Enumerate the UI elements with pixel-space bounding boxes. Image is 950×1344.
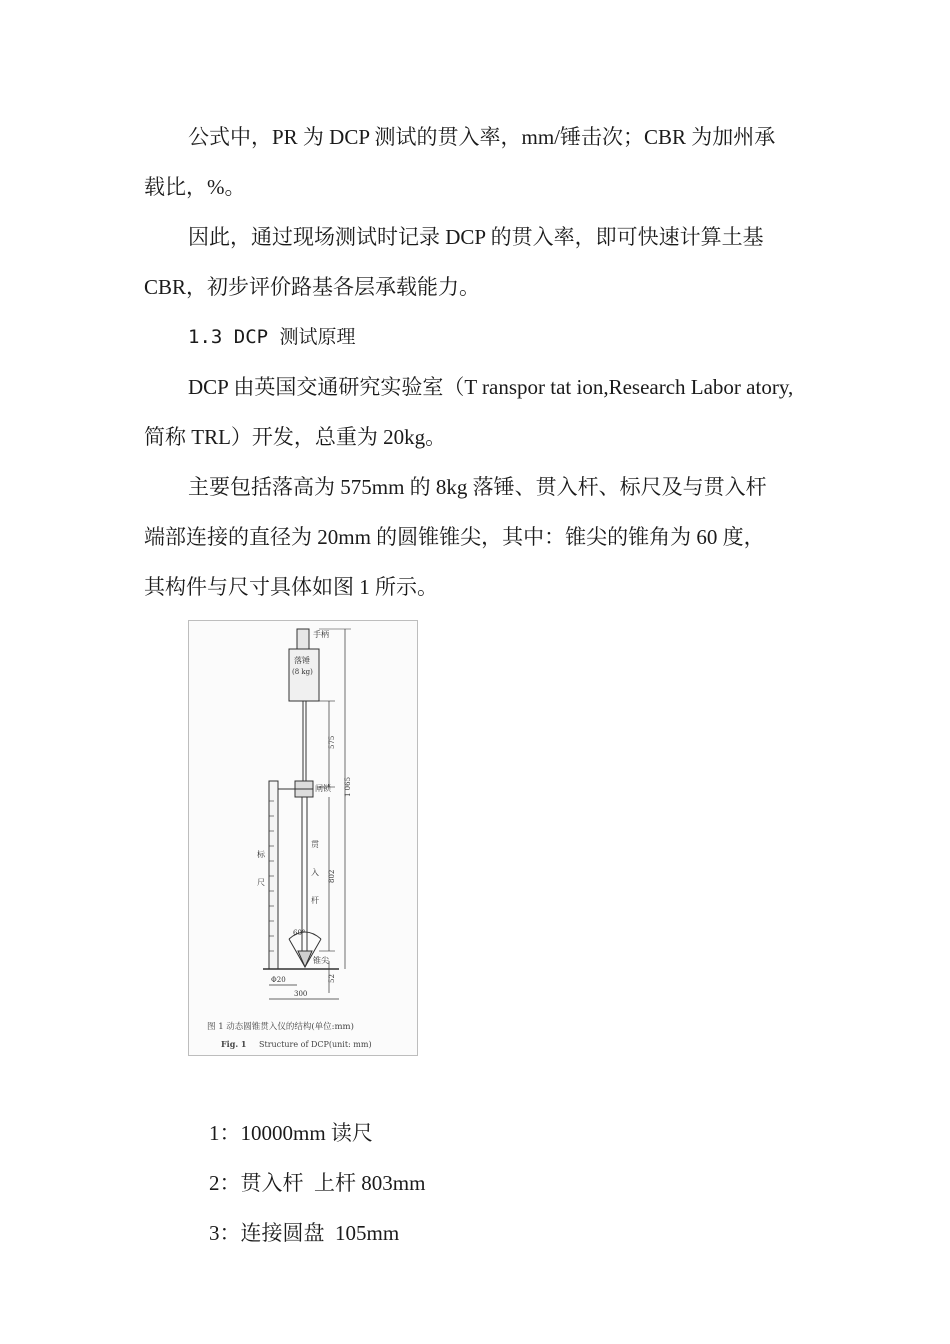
label-rod-3: 杆: [311, 896, 319, 905]
dcp-diagram: [189, 621, 417, 1055]
list-item: [188, 1158, 399, 1308]
label-rod-2: 入: [311, 868, 319, 877]
label-handle: 手柄: [313, 630, 329, 639]
heading-text: 1.3 DCP 测试原理: [188, 326, 356, 348]
label-dim-1065: 1 065: [344, 776, 352, 797]
list-item-text: 1：10000mm 读尺: [209, 1121, 373, 1145]
text-line: 端部连接的直径为 20mm 的圆锥锥尖，其中：锥尖的锥角为 60 度，: [144, 525, 765, 549]
label-dim-52: 52: [328, 974, 336, 983]
label-dim-d20: Φ20: [271, 976, 286, 984]
label-cone: 锥尖: [313, 956, 329, 965]
paragraph-components-cont: [144, 512, 814, 562]
text-line: 载比，%。: [144, 175, 246, 199]
paragraph-formula-explanation-cont: [144, 162, 814, 212]
list-item-text: 2：贯入杆 上杆 803mm: [209, 1171, 426, 1195]
label-dim-802: 802: [328, 869, 336, 883]
label-dim-300: 300: [294, 990, 308, 998]
label-ruler-2: 尺: [257, 878, 265, 887]
figure-caption-en-label: Fig. 1: [221, 1039, 247, 1049]
handle-shape: [297, 629, 309, 649]
label-ruler-1: 标: [257, 850, 265, 859]
label-hammer: 落锤: [294, 656, 310, 665]
text-line: CBR，初步评价路基各层承载能力。: [144, 275, 481, 299]
paragraph-dcp-origin: [144, 362, 814, 412]
paragraph-conclusion: [144, 212, 814, 262]
paragraph-dcp-origin-cont: [144, 412, 814, 462]
label-angle: 60°: [293, 929, 306, 937]
paragraph-components: [144, 462, 814, 512]
label-anvil: 闸锁: [315, 784, 331, 793]
paragraph-formula-explanation: [144, 112, 814, 162]
text-line: 简称 TRL）开发，总重为 20kg。: [144, 425, 447, 449]
list-item-text: 3：连接圆盘 105mm: [209, 1221, 400, 1245]
text-line: 其构件与尺寸具体如图 1 所示。: [144, 575, 438, 599]
figure-caption-en: Structure of DCP(unit: mm): [259, 1040, 372, 1049]
paragraph-conclusion-cont: [144, 262, 814, 312]
ruler-shape: [269, 781, 278, 969]
label-hammer-weight: (8 kg): [292, 668, 313, 676]
text-line: 因此，通过现场测试时记录 DCP 的贯入率，即可快速计算土基: [188, 225, 764, 249]
text-line: 主要包括落高为 575mm 的 8kg 落锤、贯入杆、标尺及与贯入杆: [188, 475, 767, 499]
section-heading: [144, 312, 814, 362]
figure-caption-cn: 图 1 动态圆锥贯入仪的结构(单位:mm): [207, 1022, 354, 1032]
text-line: DCP 由英国交通研究实验室（T ranspor tat ion,Research Labor atory,: [188, 375, 794, 399]
dcp-structure-figure: [188, 620, 418, 1056]
label-dim-575: 575: [328, 735, 336, 749]
label-rod-1: 贯: [311, 840, 319, 849]
paragraph-components-cont2: [144, 562, 814, 612]
text-line: 公式中，PR 为 DCP 测试的贯入率，mm/锤击次；CBR 为加州承: [188, 125, 776, 149]
